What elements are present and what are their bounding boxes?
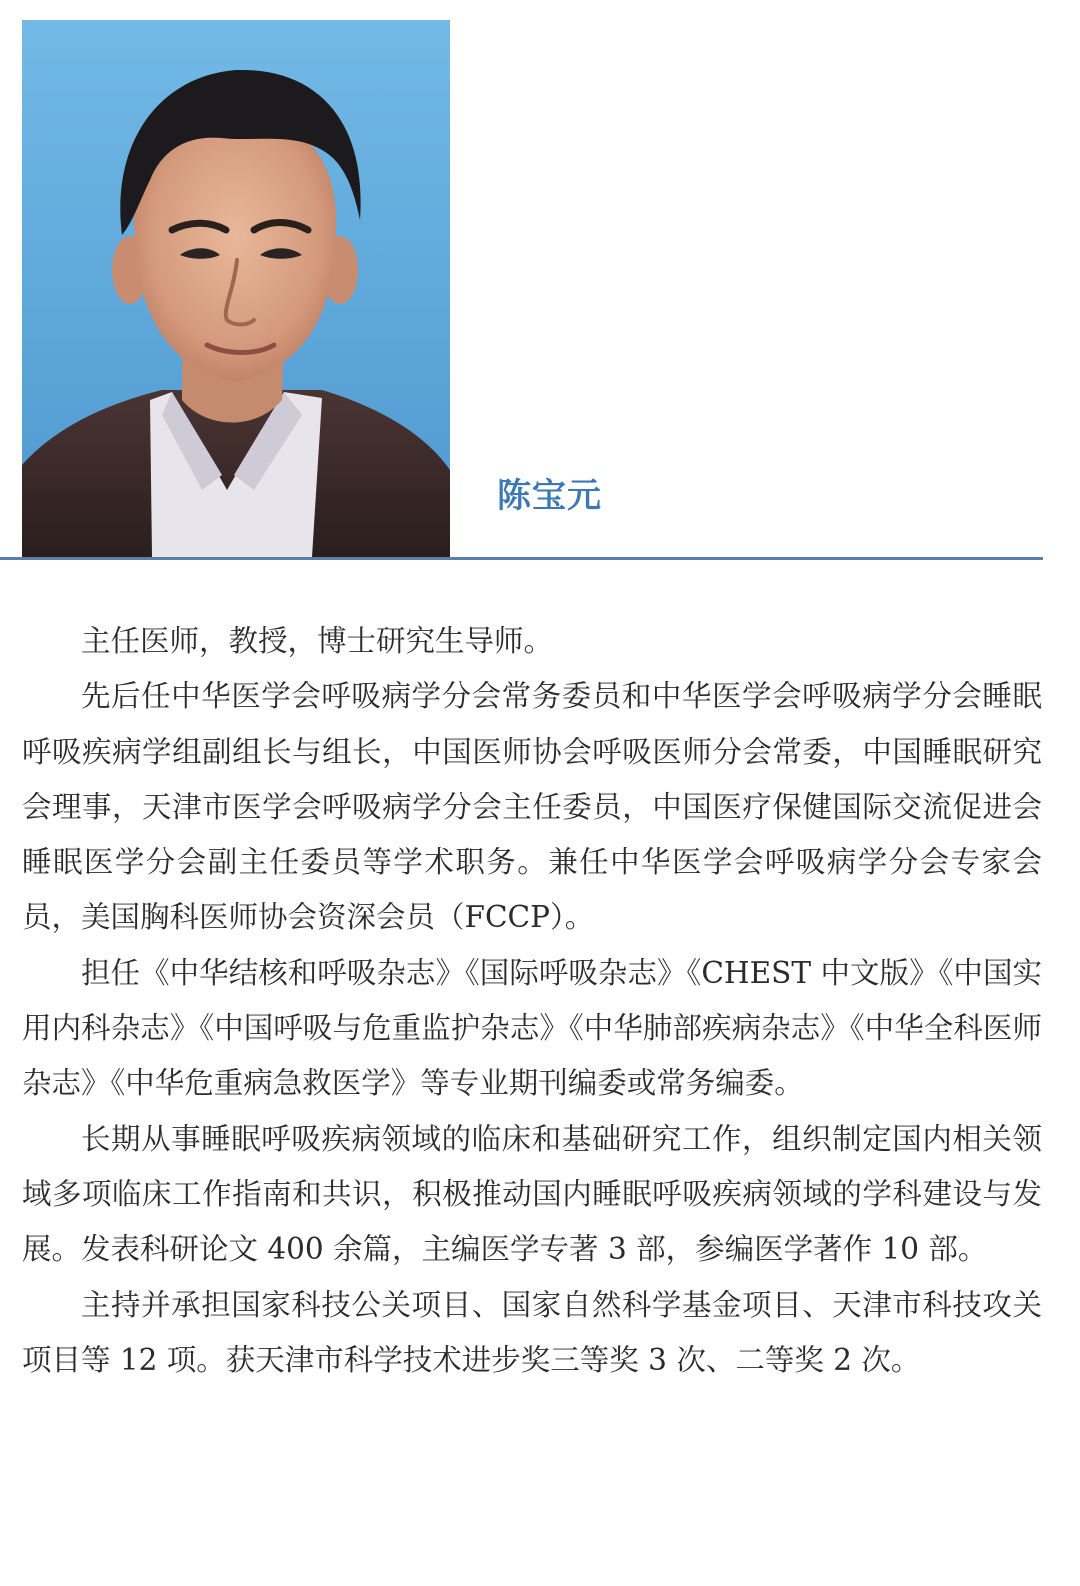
person-name: 陈宝元 — [497, 476, 602, 516]
biography — [22, 614, 1042, 1388]
bio-paragraph-research: 长期从事睡眠呼吸疾病领域的临床和基础研究工作，组织制定国内相关领域多项临床工作指南和共识，积极推动国内睡眠呼吸疾病领域的学科建设与发展。发表科研论文 400 余篇，主编医学专著 3 部，参编医学著作 10 部。 — [22, 1121, 1042, 1267]
section-divider — [0, 557, 1043, 560]
bio-paragraph-awards: 主持并承担国家科技公关项目、国家自然科学基金项目、天津市科技攻关项目等 12 项。获天津市科学技术进步奖三等奖 3 次、二等奖 2 次。 — [22, 1287, 1042, 1377]
bio-paragraph-journals: 担任《中华结核和呼吸杂志》《国际呼吸杂志》《CHEST 中文版》《中国实用内科杂志》《中国呼吸与危重监护杂志》《中华肺部疾病杂志》《中华全科医师杂志》《中华危重病急救医学》等专业期刊编委或常务编委。 — [22, 955, 1042, 1101]
portrait-photo — [22, 20, 450, 557]
bio-paragraph-positions: 先后任中华医学会呼吸病学分会常务委员和中华医学会呼吸病学分会睡眠呼吸疾病学组副组长与组长，中国医师协会呼吸医师分会常委，中国睡眠研究会理事，天津市医学会呼吸病学分会主任委员，中国医疗保健国际交流促进会睡眠医学分会副主任委员等学术职务。兼任中华医学会呼吸病学分会专家会员，美国胸科医师协会资深会员（FCCP）。 — [22, 679, 1042, 935]
bio-paragraph-title: 主任医师，教授，博士研究生导师。 — [81, 624, 554, 658]
